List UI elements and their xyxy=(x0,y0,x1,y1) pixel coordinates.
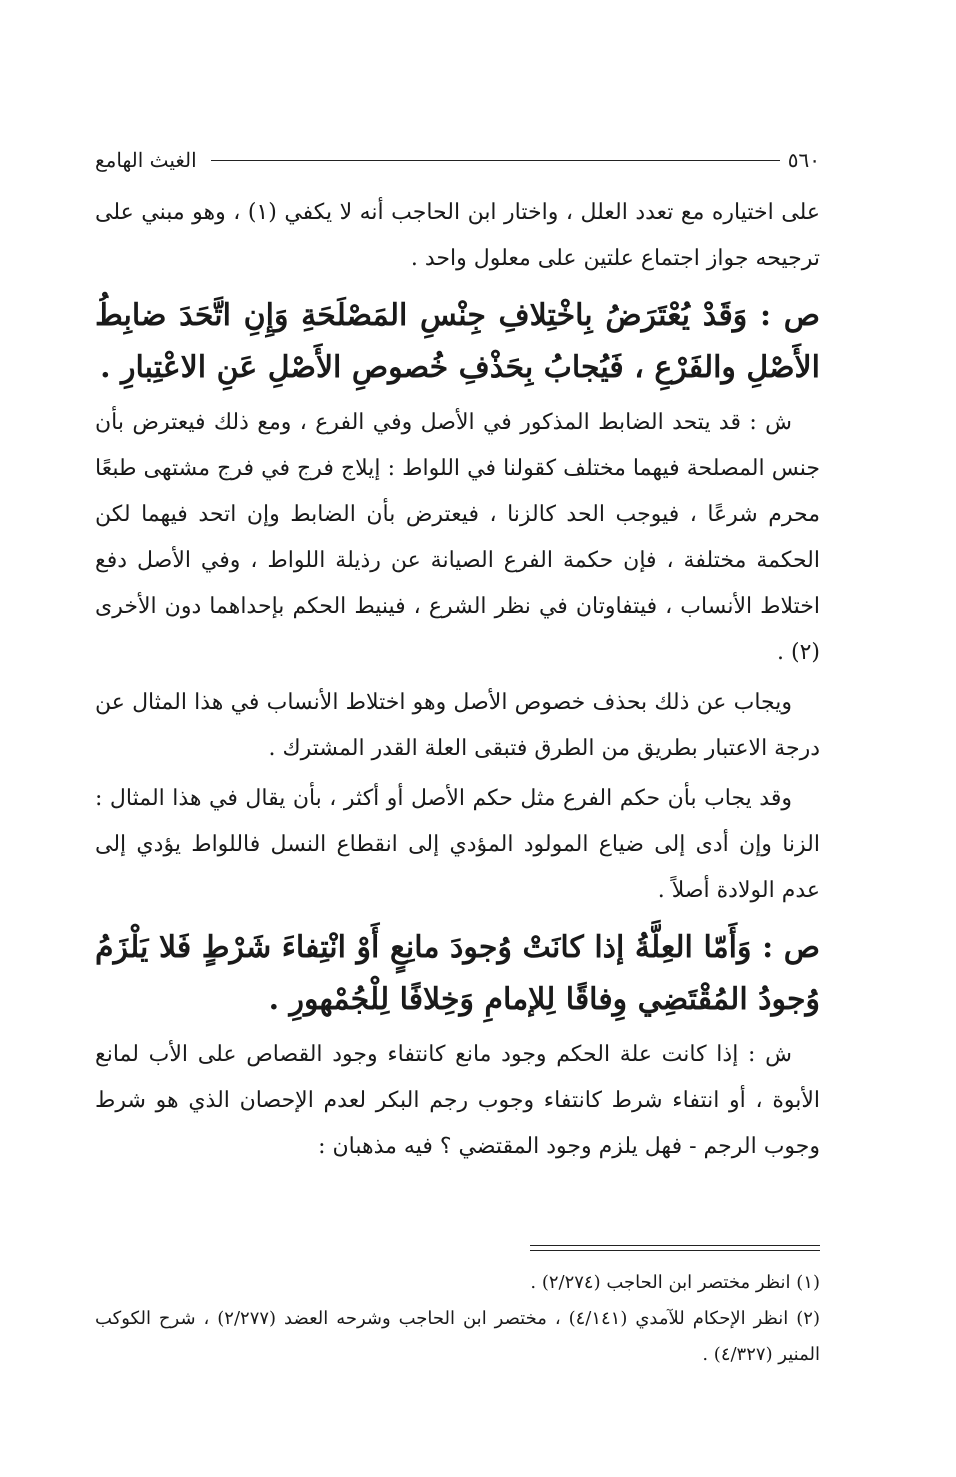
matn-heading-2: ص : وَأَمّا العِلَّةُ إذا كانَتْ وُجودَ مانِعٍ أَوْ انْتِفاءَ شَرْطٍ فَلا يَلْزَمُ وُجودُ المُقْتَضِي وِفاقًا لِلإمامِ وَخِلافًا لِلْجُمْهورِ . xyxy=(95,930,820,1017)
paragraph-4: وقد يجاب بأن حكم الفرع مثل حكم الأصل أو أكثر ، بأن يقال في هذا المثال : الزنا وإن أدى إلى ضياع المولود المؤدي إلى انقطاع النسل فاللواط يؤدي إلى عدم الولادة أصلاً . xyxy=(95,786,820,903)
footnote-1: (١) انظر مختصر ابن الحاجب (٢/٢٧٤) . xyxy=(530,1272,820,1293)
paragraph-2: ش : قد يتحد الضابط المذكور في الأصل وفي الفرع ، ومع ذلك فيعترض بأن جنس المصلحة فيهما مختلف كقولنا في اللواط : إيلاج فرج في فرج مشتهى طبعًا محرم شرعًا ، فيوجب الحد كالزنا ، فيعترض بأن الضابط وإن اتحد فيهما لكن الحكمة مختلفة ، فإن حكمة الفرع الصيانة عن رذيلة اللواط ، وفي الأصل دفع اختلاط الأنساب ، فيتفاوتان في نظر الشرع ، فينيط الحكم بإحداهما دون الأخرى (٢) . xyxy=(95,410,820,665)
paragraph-3: ويجاب عن ذلك بحذف خصوص الأصل وهو اختلاط الأنساب في هذا المثال عن درجة الاعتبار بطريق من الطرق فتبقى العلة القدر المشترك . xyxy=(95,690,820,761)
header-rule xyxy=(211,160,780,161)
paragraph-5: ش : إذا كانت علة الحكم وجود مانع كانتفاء وجود القصاص على الأب لمانع الأبوة ، أو انتفاء شرط كانتفاء وجوب رجم البكر لعدم الإحصان الذي هو شرط وجوب الرجم - فهل يلزم وجود المقتضي ؟ فيه مذهبان : xyxy=(95,1042,820,1159)
running-header xyxy=(95,140,820,180)
page-body xyxy=(95,140,820,1170)
page-number: ٥٦٠ xyxy=(787,148,820,172)
footnote-2: (٢) انظر الإحكام للآمدي (٤/١٤١) ، مختصر ابن الحاجب وشرحه العضد (٢/٢٧٧) ، شرح الكوكب المنير (٤/٣٢٧) . xyxy=(95,1308,820,1365)
footnotes xyxy=(95,1245,820,1373)
footnote-separator xyxy=(530,1245,820,1251)
matn-heading-1: ص : وَقَدْ يُعْتَرَضُ بِاخْتِلافِ جِنْسِ المَصْلَحَةِ وَإِنِ اتَّحَدَ ضابِطُ الأَصْلِ والفَرْعِ ، فَيُجابُ بِحَذْفِ خُصوصِ الأَصْلِ عَنِ الاعْتِبارِ . xyxy=(95,298,820,385)
paragraph-1: على اختياره مع تعدد العلل ، واختار ابن الحاجب أنه لا يكفي (١) ، وهو مبني على ترجيحه جواز اجتماع علتين على معلول واحد . xyxy=(95,200,820,271)
book-title: الغيث الهامع xyxy=(95,148,197,172)
